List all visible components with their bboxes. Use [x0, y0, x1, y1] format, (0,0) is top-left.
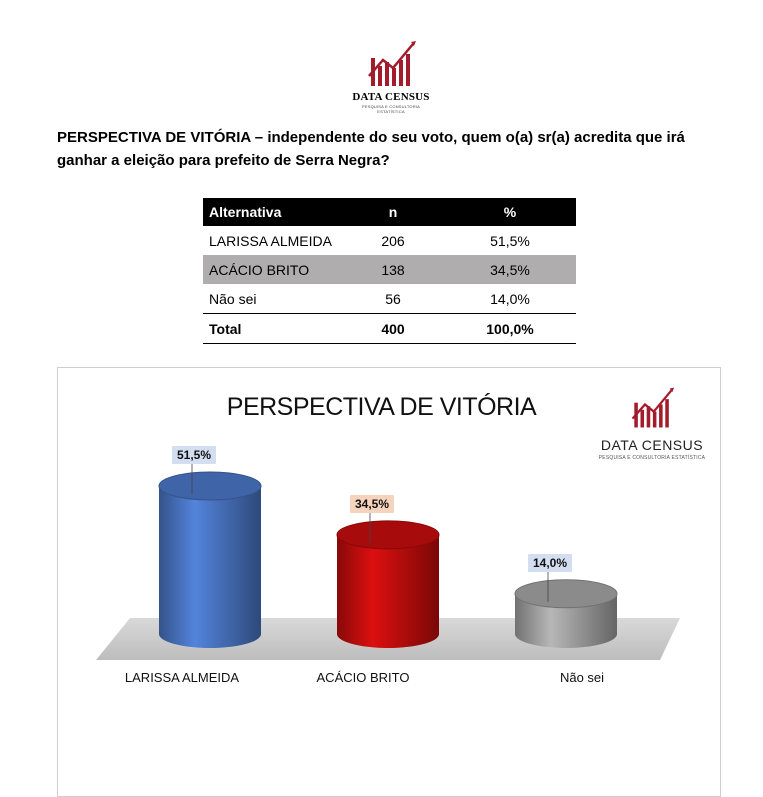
- category-label-1: ACÁCIO BRITO: [316, 670, 410, 685]
- cell-pct: 51,5%: [490, 232, 530, 249]
- total-pct: 100,0%: [444, 314, 576, 344]
- bar-top-0: [159, 472, 261, 500]
- header-n: n: [342, 198, 444, 226]
- chart-logo-brand: DATA CENSUS: [600, 437, 704, 453]
- cell-pct: 34,5%: [444, 255, 576, 284]
- category-label-0: LARISSA ALMEIDA: [124, 670, 240, 685]
- data-label-0: 51,5%: [172, 446, 216, 464]
- category-label-2: Não sei: [559, 670, 605, 685]
- bar-top-1: [337, 521, 439, 549]
- cell-alternativa: Não sei: [209, 290, 257, 307]
- header-alternativa: Alternativa: [203, 198, 342, 226]
- total-label: Total: [203, 314, 342, 344]
- chart-logo: [596, 386, 708, 461]
- chart-logo-tagline: PESQUISA E CONSULTORIA ESTATÍSTICA: [598, 455, 706, 461]
- bar-0: [159, 486, 261, 648]
- logo-brand: DATA CENSUS: [352, 91, 430, 103]
- chart-title: PERSPECTIVA DE VITÓRIA: [226, 393, 537, 421]
- cell-pct: 14,0%: [490, 290, 530, 307]
- cell-alternativa: LARISSA ALMEIDA: [209, 232, 332, 249]
- cell-n: 56: [385, 290, 401, 307]
- bar-top-2: [515, 580, 617, 608]
- data-label-1: 34,5%: [350, 495, 394, 513]
- bar-1: [337, 535, 439, 648]
- total-n: 400: [342, 314, 444, 344]
- cell-n: 138: [342, 255, 444, 284]
- question-text: PERSPECTIVA DE VITÓRIA – independente do seu voto, quem o(a) sr(a) acredita que irá ganhar a eleição para prefeito de Serra Negra?: [57, 129, 685, 169]
- header-pct: %: [444, 198, 576, 226]
- bar-chart-arrow-icon: [629, 386, 675, 430]
- data-label-2: 14,0%: [528, 554, 572, 572]
- cell-alternativa: ACÁCIO BRITO: [203, 255, 342, 284]
- logo-tagline: PESQUISA E CONSULTORIA ESTATÍSTICA: [361, 104, 421, 114]
- cell-n: 206: [381, 232, 405, 249]
